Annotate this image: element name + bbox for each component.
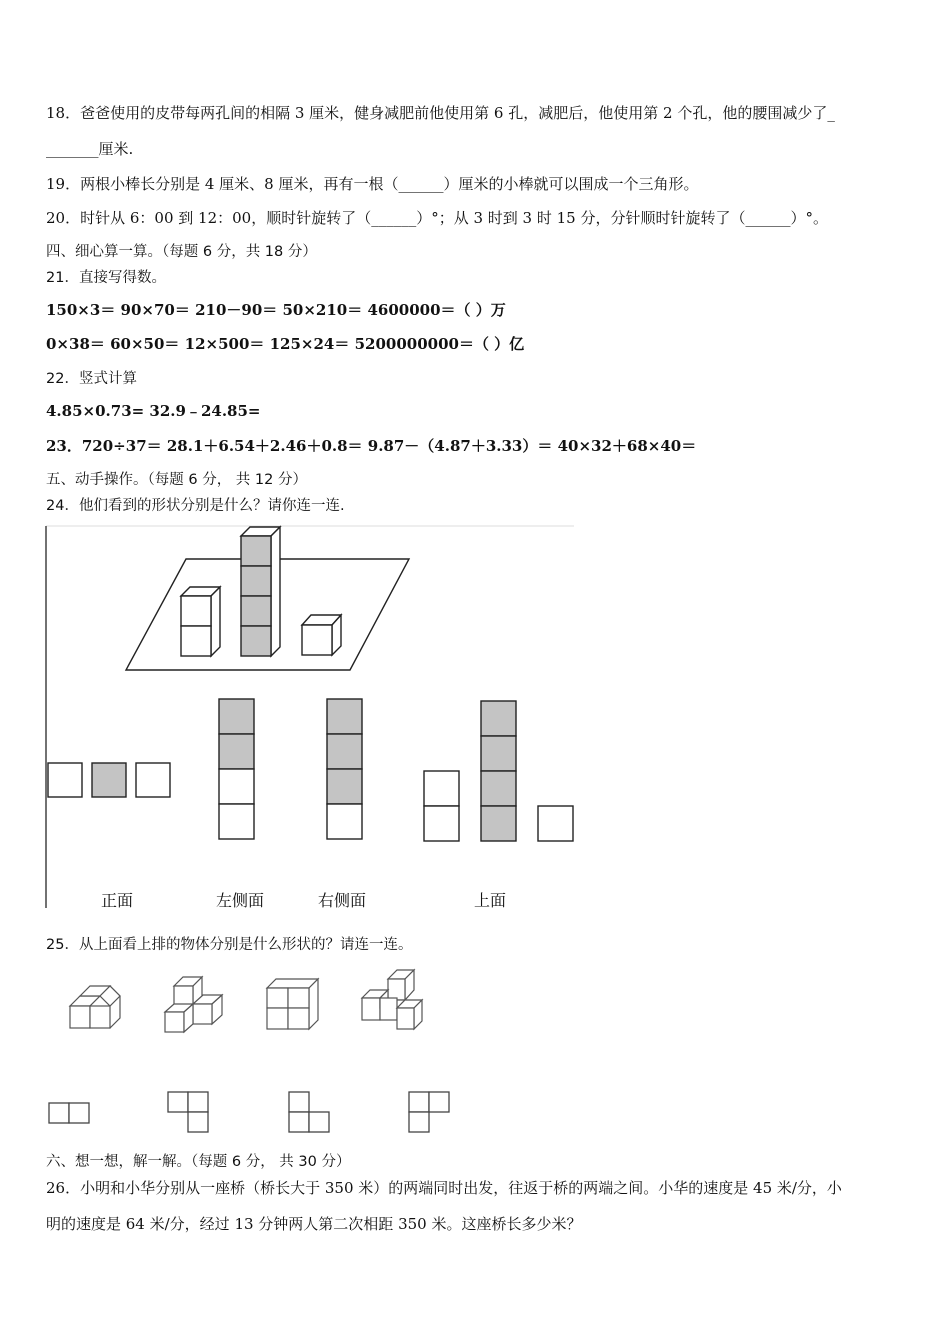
- q21-title: 21．直接写得数。: [46, 270, 166, 286]
- q22-title: 22．竖式计算: [46, 371, 137, 387]
- section-6-heading: 六、想一想，解一解。（每题 6 分， 共 30 分）: [46, 1154, 351, 1170]
- section-5-heading: 五、动手操作。（每题 6 分， 共 12 分）: [46, 472, 307, 488]
- caption-right-side: 右侧面: [318, 891, 367, 910]
- q24-title: 24．他们看到的形状分别是什么？请你连一连.: [46, 498, 345, 514]
- q18-line2: _______厘米.: [46, 140, 134, 158]
- solid-3: [267, 979, 318, 1029]
- q22-row: 4.85×0.73= 32.9﹣24.85=: [46, 402, 261, 420]
- plan-a: [49, 1103, 89, 1123]
- solid-1: [70, 986, 120, 1028]
- q18-line1: 18．爸爸使用的皮带每两孔间的相隔 3 厘米，健身减肥前他使用第 6 孔，减肥后，他使用第 2 个孔，他的腰围减少了_: [46, 104, 835, 122]
- caption-front: 正面: [101, 891, 134, 910]
- q25-title: 25．从上面看上排的物体分别是什么形状的？请连一连。: [46, 937, 413, 953]
- caption-top: 上面: [474, 891, 507, 910]
- section-4-heading: 四、细心算一算。（每题 6 分，共 18 分）: [46, 244, 317, 260]
- plan-d: [409, 1092, 449, 1132]
- solid-4: [362, 970, 422, 1029]
- solid-2: [165, 977, 222, 1032]
- q21-row1: 150×3＝ 90×70＝ 210－90＝ 50×210＝ 4600000＝（ ）万: [46, 301, 506, 319]
- plan-b: [168, 1092, 208, 1132]
- q23: 23．720÷37＝ 28.1＋6.54＋2.46＋0.8＝ 9.87－（4.87＋3.33）＝ 40×32＋68×40＝: [46, 437, 697, 455]
- q19: 19．两根小棒长分别是 4 厘米、8 厘米，再有一根（______）厘米的小棒就可以围成一个三角形。: [46, 175, 699, 193]
- q26-line2: 明的速度是 64 米/分，经过 13 分钟两人第二次相距 350 米。这座桥长多少米？: [46, 1215, 582, 1233]
- caption-left-side: 左侧面: [216, 891, 265, 910]
- q20: 20．时针从 6：00 到 12：00，顺时针旋转了（______）°；从 3 时到 3 时 15 分，分针顺时针旋转了（______）°。: [46, 209, 828, 227]
- q26-line1: 26．小明和小华分别从一座桥（桥长大于 350 米）的两端同时出发，往返于桥的两端之间。小华的速度是 45 米/分，小: [46, 1179, 842, 1197]
- q21-row2: 0×38＝ 60×50＝ 12×500＝ 125×24＝ 5200000000＝（ ）亿: [46, 335, 525, 353]
- plan-c: [289, 1092, 329, 1132]
